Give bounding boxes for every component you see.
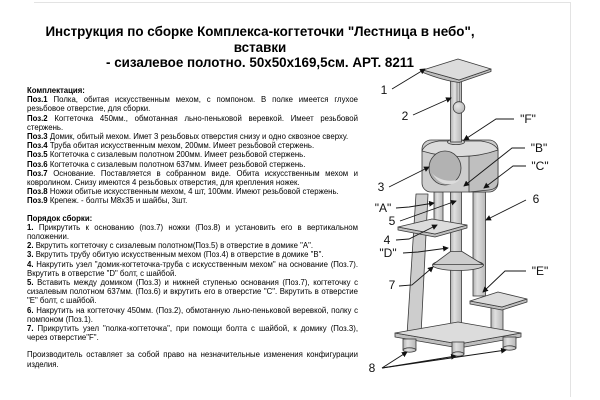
scratch-post-637-sisal	[473, 192, 486, 296]
assembly-step-number: 2.	[27, 241, 34, 251]
callout-5: 5	[388, 214, 396, 228]
assembly-step-number: 5.	[27, 278, 34, 288]
callout-line-E	[483, 271, 526, 292]
callout-A: "A"	[374, 201, 392, 215]
assembly-step	[27, 306, 358, 324]
assembly-step	[27, 250, 358, 259]
parts-item-text: Ножки обитые искусственным мехом, 4 шт, 100мм. Имеют резьбовой стержень.	[49, 187, 339, 197]
manufacturer-note: Производитель оставляет за собой право на незначительные изменения конфигурации изделия.	[27, 350, 358, 369]
parts-item-text: Крепеж. - болты М8х35 и шайбы, 3шт.	[49, 196, 188, 206]
assembly-step-number: 4.	[27, 259, 34, 269]
assembly-step-text: Вкрутить трубу обитую искусственным мехом (Поз.4) в отверстие в домике "B".	[35, 250, 324, 260]
parts-item-label: Поз.9	[27, 196, 48, 206]
parts-item	[27, 141, 358, 150]
title-line-1: Инструкция по сборке Комплекса-когтеточки "Лестница в небо", вставки	[45, 24, 475, 55]
parts-item-text: Домик, обитый мехом. Имет 3 резьбовых отверстия снизу и одно сквозное сверху.	[49, 132, 349, 142]
callout-F: "F"	[520, 112, 536, 126]
pompom-pole	[451, 74, 465, 142]
parts-item-label: Поз.4	[27, 141, 48, 151]
title-line-2: - сизалевое полотно. 50х50х169,5см. АРТ. 8211	[106, 55, 414, 70]
leg-right	[503, 337, 516, 350]
assembly-step	[27, 324, 358, 342]
parts-item	[27, 187, 358, 196]
top-shelf	[423, 59, 491, 83]
callout-E: "E"	[531, 264, 549, 278]
parts-item	[27, 160, 358, 169]
callout-line-F	[464, 119, 514, 140]
parts-item	[27, 114, 358, 132]
assembly-step-text: Вставить между домиком (Поз.3) и нижней ступенью основания (Поз.7), когтеточку с сизалевым полотном 637мм. (Поз.6) и вкрутить его в отверстие "C". Вкрутить в отверстие "E" болт, с шайбой.	[27, 278, 358, 306]
parts-item-text: Полка, обитая искусственным мехом, с помпоном. В полке имеется глухое резьбовое отверстие, для сборки.	[27, 95, 358, 114]
callout-B: "B"	[530, 141, 548, 155]
assembly-step-number: 1.	[27, 222, 34, 232]
parts-item	[27, 132, 358, 141]
parts-item	[27, 150, 358, 159]
parts-item-text: Когтеточка с сизалевым полотном 200мм. Имеет резьбовой стержень.	[49, 150, 306, 160]
parts-item-label: Поз.7	[27, 168, 48, 178]
parts-item-text: Основание. Поставляется в собранном виде. Обита искусственным мехом и ковролином. Снизу имеются 4 резьбовых отверстия, для крепления ножек.	[27, 168, 359, 188]
assembly-step-text: Прикрутить к основанию (поз.7) ножки (Поз.8) и установить его в вертикальном положении.	[27, 222, 358, 242]
text-column	[27, 86, 358, 369]
parts-item-text: Труба обитая искусственным мехом, 200мм. Имеет резьбовой стержень.	[49, 141, 315, 151]
callout-D: "D"	[379, 246, 397, 260]
parts-item	[27, 95, 358, 113]
assembly-step-number: 7.	[27, 324, 34, 334]
parts-list	[27, 95, 358, 205]
pompom-ball	[453, 102, 465, 114]
parts-item-label: Поз.2	[27, 113, 48, 123]
parts-item-label: Поз.1	[27, 95, 48, 105]
assembly-step	[27, 278, 358, 306]
assembly-step	[27, 260, 358, 278]
parts-item-text: Когтеточка с сизалевым полотном 637мм. Имеет резьбовой стержень.	[49, 159, 306, 169]
parts-item	[27, 196, 358, 205]
callout-4: 4	[383, 233, 391, 247]
assembly-step	[27, 223, 358, 241]
assembly-step-text: Вкрутить когтеточку с сизалевым полотном(Поз.5) в отверстие в домике "A".	[35, 241, 314, 251]
callout-line-8c	[382, 350, 506, 368]
callout-line-6	[486, 200, 526, 220]
callout-1: 1	[380, 83, 388, 97]
callout-6: 6	[532, 192, 540, 206]
leg-left	[403, 339, 416, 352]
parts-item-label: Поз.5	[27, 150, 48, 160]
parts-item-label: Поз.8	[27, 187, 48, 197]
assembly-step-number: 3.	[27, 250, 34, 260]
callout-8: 8	[368, 361, 376, 375]
assembly-diagram	[355, 55, 600, 400]
assembly-step-number: 6.	[27, 305, 34, 315]
parts-item-text: Когтеточка 450мм., обмотанная льно-пеньковой веревкой. Имеет резьбовой стержень.	[27, 113, 358, 132]
leg-center	[452, 342, 464, 356]
assembly-list	[27, 223, 358, 343]
top-shelf-top	[423, 59, 491, 80]
assembly-heading: Порядок сборки:	[27, 213, 93, 223]
callout-2: 2	[401, 109, 409, 123]
assembly-step	[27, 241, 358, 250]
parts-item-label: Поз.3	[27, 132, 48, 142]
assembly-step-text: Накрутить на когтеточку 450мм. (Поз.2), обмотанную льно-пеньковой веревкой, полку с помпоном (Поз.1).	[27, 305, 358, 324]
house	[422, 139, 498, 192]
parts-item	[27, 169, 358, 187]
assembly-step-text: Прикрутить узел "полка-когтеточка", при помощи болта с шайбой, к домику (Поз.3), через отверстие"F".	[27, 324, 358, 343]
callout-line-2	[413, 98, 451, 115]
assembly-step-text: Накрутить узел "домик-когтеточка-труба с искусственным мехом" на основание (Поз.7). Вкрутить в отверстие "D" болт, с шайбой.	[27, 259, 358, 278]
house-hole	[429, 151, 461, 185]
callout-C: "C"	[531, 159, 549, 173]
parts-item-label: Поз.6	[27, 159, 48, 169]
callout-7: 7	[388, 278, 396, 292]
parts-heading: Комплектация:	[27, 86, 85, 95]
base-assembly	[395, 192, 527, 356]
callout-line-1	[392, 69, 425, 89]
callout-3: 3	[377, 180, 385, 194]
